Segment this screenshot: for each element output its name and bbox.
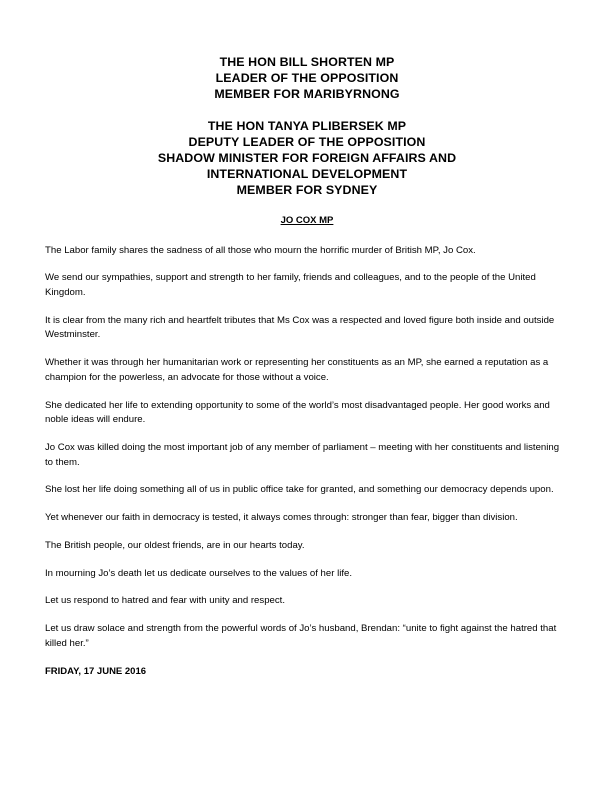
heading-line: MEMBER FOR SYDNEY (236, 183, 378, 198)
paragraph: It is clear from the many rich and heartfelt tributes that Ms Cox was a respected and loved figure both inside and outside Westminster. (45, 314, 555, 341)
paragraph: The Labor family shares the sadness of all those who mourn the horrific murder of British MP, Jo Cox. (45, 244, 476, 256)
paragraph: She dedicated her life to extending opportunity to some of the world’s most disadvantaged people. Her good works and noble ideas will endure. (45, 399, 550, 426)
paragraph: Let us draw solace and strength from the powerful words of Jo’s husband, Brendan: “unite to fight against the hatred that killed her.” (45, 623, 557, 649)
paragraph: The British people, our oldest friends, are in our hearts today. (45, 539, 305, 551)
release-date: FRIDAY, 17 JUNE 2016 (45, 666, 147, 678)
paragraph: She lost her life doing something all of us in public office take for granted, and something our democracy depends upon. (45, 484, 554, 496)
heading-line: DEPUTY LEADER OF THE OPPOSITION (188, 134, 426, 149)
paragraph: Whether it was through her humanitarian work or representing her constituents as an MP, she earned a reputation as a champion for the powerless, an advocate for those without a voice. (45, 357, 549, 383)
heading-line: THE HON BILL SHORTEN MP (219, 55, 395, 69)
heading-line: THE HON TANYA PLIBERSEK MP (207, 118, 407, 133)
paragraph: Jo Cox was killed doing the most important job of any member of parliament – meeting with her constituents and listening to them. (45, 441, 560, 468)
paragraph: In mourning Jo’s death let us dedicate ourselves to the values of her life. (45, 567, 353, 579)
paragraph: Let us respond to hatred and fear with unity and respect. (45, 595, 285, 607)
heading-block-shorten (45, 54, 569, 103)
paragraph: Yet whenever our faith in democracy is tested, it always comes through: stronger than fear, bigger than division. (45, 512, 518, 524)
heading-line: LEADER OF THE OPPOSITION (215, 71, 399, 86)
heading-line: MEMBER FOR MARIBYRNONG (214, 87, 400, 102)
heading-block-plibersek (45, 118, 569, 199)
subject-title: JO COX MP (280, 214, 334, 226)
heading-line: INTERNATIONAL DEVELOPMENT (206, 167, 408, 182)
paragraph: We send our sympathies, support and strength to her family, friends and colleagues, and to the people of the United Kingdom. (45, 272, 536, 298)
heading-line: SHADOW MINISTER FOR FOREIGN AFFAIRS AND (157, 151, 457, 166)
body-text (45, 244, 569, 652)
